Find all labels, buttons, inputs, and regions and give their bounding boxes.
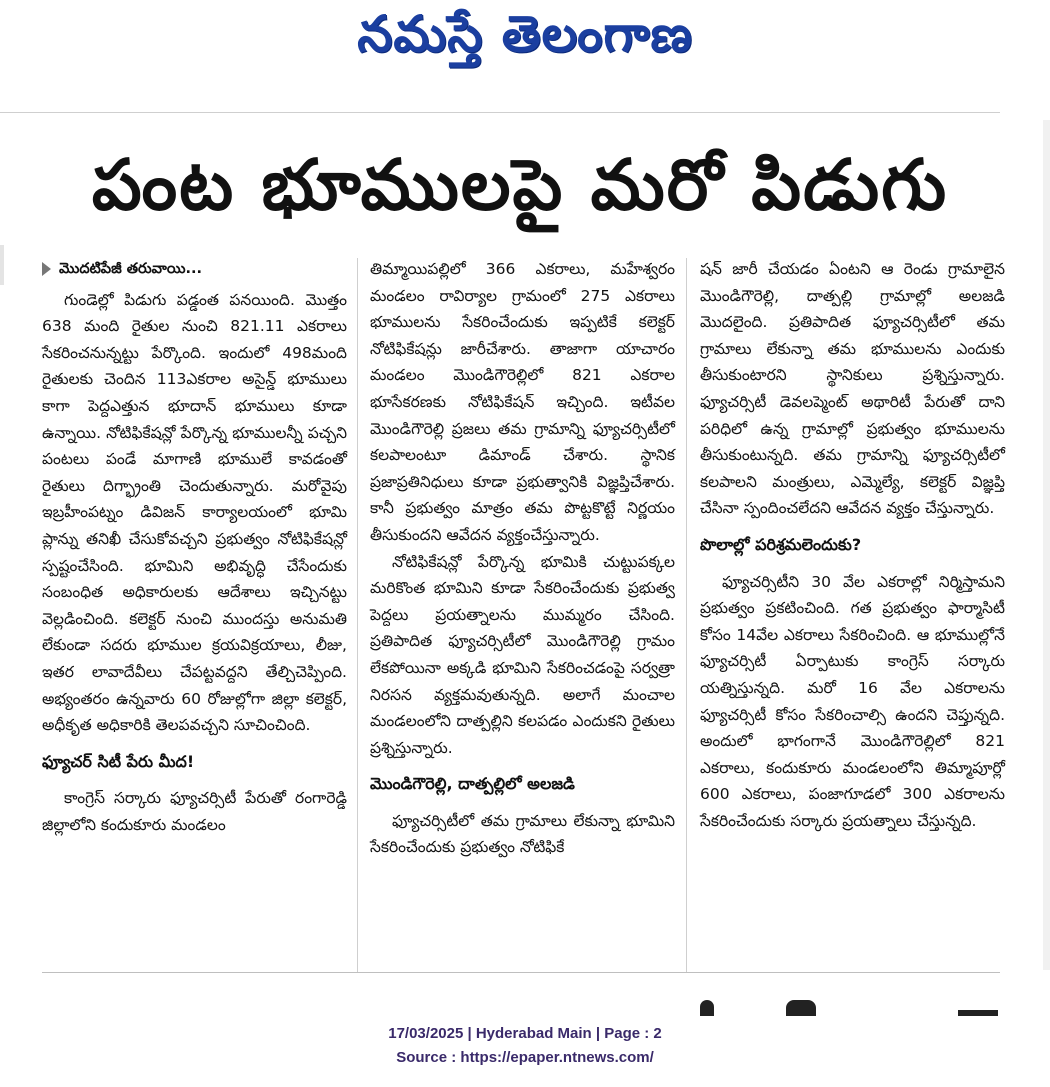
article-column-1 [42, 256, 347, 838]
article-subheading: ఫ్యూచర్ సిటీ పేరు మీద! [42, 751, 195, 771]
column-divider [357, 258, 358, 972]
page-edge-mark [0, 245, 4, 285]
publication-date-edition-page: 17/03/2025 | Hyderabad Main | Page : 2 [388, 1025, 662, 1042]
article-column-2 [370, 256, 675, 861]
column-divider [686, 258, 687, 972]
article-paragraph: ఫ్యూచర్సిటీని 30 వేల ఎకరాల్లో నిర్మిస్తామని ప్రభుత్వం ప్రకటించింది. గత ప్రభుత్వం ఫార్మాసిటీ కోసం 14వేల ఎకరాలు సేకరించింది. ఆ భూముల్లోనే ఫ్యూచర్సిటీ ఏర్పాటుకు కాంగ్రెస్ సర్కారు యత్నిస్తున్నది. మరో 16 వేల ఎకరాలను ఫ్యూచర్సిటీ కోసం సేకరించాల్సి ఉందని చెప్తున్నది. అందులో భాగంగానే మొండిగౌరెల్లిలో 821 ఎకరాలు, కందుకూరు మండలంలోని తిమ్మాపూర్లో 600 ఎకరాలు, పంజాగూడలో 300 ఎకరాలను సేకరించేందుకు సర్కారు ప్రయత్నాలు చేస్తున్నది. [700, 572, 1005, 830]
next-article-fragment [690, 996, 1010, 1016]
article-column-3 [700, 256, 1005, 834]
article-paragraph: నోటిఫికేషన్లో పేర్కొన్న భూమికి చుట్టుపక్కల మరికొంత భూమిని కూడా సేకరించేందుకు ప్రభుత్వ పెద్దలు ప్రయత్నాలను ముమ్మరం చేసింది. ప్రతిపాదిత ఫ్యూచర్సిటీలో మొండిగౌరెల్లి గ్రామం లేకపోయినా అక్కడి భూమిని సేకరించడంపై సర్వత్రా నిరసన వ్యక్తమవుతున్నది. అలాగే మంచాల మండలంలోని దాత్పల్లిని కలపడం ఎందుకని రైతులు ప్రశ్నిస్తున్నారు. [370, 552, 675, 757]
continued-from-front-page [42, 256, 347, 283]
article-subheading: పొలాల్లో పరిశ్రమలెందుకు? [700, 534, 862, 554]
newspaper-logo: నమస్తే తెలంగాణ [357, 4, 693, 63]
article-subheading: మొండిగౌరెల్లి, దాత్పల్లిలో అలజడి [370, 774, 575, 794]
adjacent-page-edge [1043, 120, 1050, 970]
article-paragraph: షన్ జారీ చేయడం ఏంటని ఆ రెండు గ్రామాలైన మొండిగౌరెల్లి, దాత్పల్లి గ్రామాల్లో అలజడి మొదలైంది. ప్రతిపాదిత ఫ్యూచర్సిటీలో తమ గ్రామాలు లేకున్నా తమ భూములను ఎందుకు తీసుకుంటారని స్థానికులు ప్రశ్నిస్తున్నారు. ఫ్యూచర్సిటీ డెవలప్మెంట్ అథారిటీ పేరుతో దాని పరిధిలో ఉన్న గ్రామాల్లో ప్రభుత్వం భూములను తీసుకుంటున్నది. తమ గ్రామాన్ని ఫ్యూచర్సిటీలో కలపాలని మంత్రులు, ఎమ్మెల్యే, కలెక్టర్ విజ్ఞప్తి చేసినా స్పందించలేదని ఆవేదన వ్యక్తం చేస్తున్నారు. [700, 260, 1005, 518]
article-paragraph: తిమ్మాయిపల్లిలో 366 ఎకరాలు, మహేశ్వరం మండలం రావిర్యాల గ్రామంలో 275 ఎకరాలు భూములను సేకరించేందుకు ఇప్పటికే కలెక్టర్ నోటిఫికేషన్లు జారీచేశారు. తాజాగా యాచారం మండలం మొండిగౌరెల్లిలో 821 ఎకరాల భూసేకరణకు నోటిఫికేషన్ ఇచ్చింది. ఇటీవల మొండిగౌరెల్లి ప్రజలు తమ గ్రామాన్ని ఫ్యూచర్సిటీలో కలపాలంటూ డిమాండ్ చేశారు. స్థానిక ప్రజాప్రతినిధులు కూడా ప్రభుత్వానికి విజ్ఞప్తిచేశారు. కానీ ప్రభుత్వం మాత్రం తమ పొట్టకొట్టే నిర్ణయం తీసుకుందని ఆవేదన వ్యక్తంచేస్తున్నారు. [370, 260, 675, 544]
article-paragraph: గుండెల్లో పిడుగు పడ్డంత పనయింది. మొత్తం 638 మంది రైతుల నుంచి 821.11 ఎకరాలు సేకరించనున్నట్టు పేర్కొంది. ఇందులో 498మంది రైతులకు చెందిన 113ఎకరాల అసైన్డ్ భూములు కాగా పెద్దఎత్తున భూదాన్ భూములు కూడా ఉన్నాయి. నోటిఫికేషన్లో పేర్కొన్న భూములన్నీ పచ్చని పంటలు పండే మాగాణి భూములే కావడంతో రైతులు దిగ్భ్రాంతి చెందుతున్నారు. మరోవైపు ఇబ్రహీంపట్నం డివిజన్ కార్యాలయంలో భూమి ప్లాన్ను తనిఖీ చేసుకోవచ్చని ప్రభుత్వం నోటిఫికేషన్లో స్పష్టంచేసింది. భూమిని అభివృద్ధి చేసేందుకు సంబంధిత అధికారులకు ఆదేశాలు ఇచ్చినట్టు వెల్లడించింది. కలెక్టర్ నుంచి ముందస్తు అనుమతి లేకుండా సదరు భూముల క్రయవిక్రయాలు, లీజు, ఇతర లావాదేవీలు చేపట్టవద్దని తేల్చిచెప్పింది. అభ్యంతరం ఉన్నవారు 60 రోజుల్లోగా జిల్లా కలెక్టర్, అధీకృత అధికారికి తెలపవచ్చని సూచించింది. [42, 290, 347, 735]
continued-label: మొదటిపేజీ తరువాయి... [59, 261, 203, 277]
source-url: Source : https://epaper.ntnews.com/ [396, 1049, 654, 1066]
article-bottom-rule [42, 972, 1000, 973]
chevron-right-icon [42, 262, 51, 276]
article-headline: పంట భూములపై మరో పిడుగు [91, 144, 949, 226]
article-paragraph: ఫ్యూచర్సిటీలో తమ గ్రామాలు లేకున్నా భూమిని సేకరించేందుకు ప్రభుత్వం నోటిఫికే [370, 811, 675, 857]
clipping-footer [0, 1022, 1050, 1070]
masthead-divider [0, 112, 1000, 113]
article-paragraph: కాంగ్రెస్ సర్కారు ఫ్యూచర్సిటీ పేరుతో రంగారెడ్డి జిల్లాలోని కందుకూరు మండలం [42, 789, 347, 834]
masthead [0, 0, 1050, 96]
